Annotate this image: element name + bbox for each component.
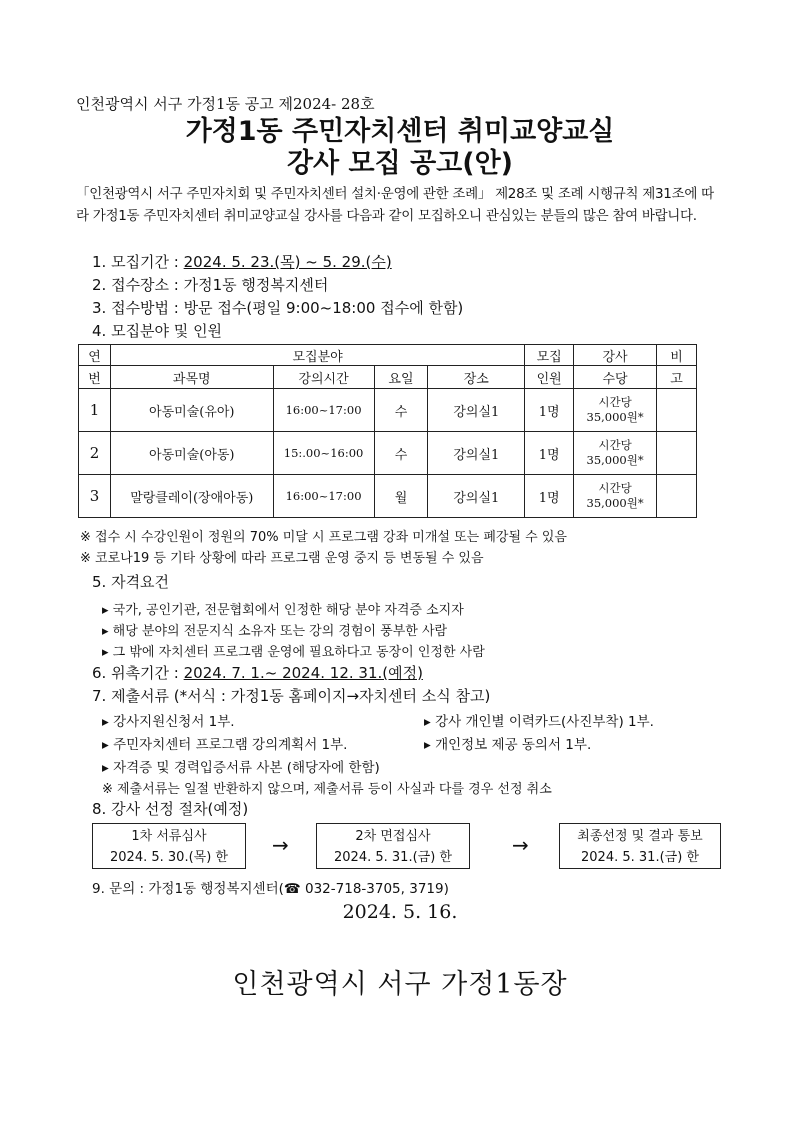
header-place: 장소 xyxy=(428,366,525,389)
recruit-table xyxy=(78,344,697,518)
step-date: 2024. 5. 31.(금) 한 xyxy=(334,850,452,865)
section-reception-place xyxy=(92,274,328,295)
step-title: 2차 면접심사 xyxy=(355,829,431,844)
header-remark-top: 비 xyxy=(657,345,697,366)
recruit-period-value: 2024. 5. 23.(목) ~ 5. 29.(수) xyxy=(183,253,392,271)
table-note: ※ 코로나19 등 기타 상황에 따라 프로그램 운영 중지 등 변동될 수 있음 xyxy=(80,551,484,566)
header-count-top: 모집 xyxy=(525,345,574,366)
cell-no: 1 xyxy=(79,389,111,432)
arrow-icon: → xyxy=(272,833,289,857)
step-document-review xyxy=(92,823,246,869)
table-row xyxy=(79,389,697,432)
section-label: 2. 접수장소 : xyxy=(92,276,184,294)
issuer-signature: 인천광역시 서구 가정1동장 xyxy=(232,969,568,1000)
cell-remark xyxy=(657,432,697,475)
header-pay-top: 강사 xyxy=(574,345,657,366)
document-item: ▸ 자격증 및 경력입증서류 사본 (해당자에 한함) xyxy=(102,760,380,776)
documents-note: ※ 제출서류는 일절 반환하지 않으며, 제출서류 등이 사실과 다를 경우 선정 취소 xyxy=(102,782,552,797)
document-item: ▸ 강사 개인별 이력카드(사진부착) 1부. xyxy=(424,714,654,730)
cell-pay xyxy=(574,475,657,518)
cell-place: 강의실1 xyxy=(428,389,525,432)
step-interview xyxy=(316,823,470,869)
step-date: 2024. 5. 31.(금) 한 xyxy=(581,850,699,865)
step-title: 최종선정 및 결과 통보 xyxy=(577,829,703,844)
cell-subject: 말랑클레이(장애아동) xyxy=(110,475,273,518)
cell-no: 2 xyxy=(79,432,111,475)
document-item: ▸ 개인정보 제공 동의서 1부. xyxy=(424,737,592,753)
cell-pay xyxy=(574,432,657,475)
qualification-item: ▸ 그 밖에 자치센터 프로그램 운영에 필요하다고 동장이 인정한 사람 xyxy=(102,645,485,660)
section-selection-process: 8. 강사 선정 절차(예정) xyxy=(92,800,249,818)
document-subtitle: 강사 모집 공고(안) xyxy=(286,148,514,179)
qualification-item: ▸ 국가, 공인기관, 전문협회에서 인정한 해당 분야 자격증 소지자 xyxy=(102,603,464,618)
cell-subject: 아동미술(아동) xyxy=(110,432,273,475)
pay-amount: 35,000원* xyxy=(586,453,644,467)
intro-paragraph: 「인천광역시 서구 주민자치회 및 주민자치센터 설치·운영에 관한 조례」 제28조 및 조례 시행규칙 제31조에 따라 가정1동 주민자치센터 취미교양교실 강사를 다음과 같이 모집하오니 관심있는 분들의 많은 참여 바랍니다. xyxy=(76,186,714,224)
header-no-bottom: 번 xyxy=(79,366,111,389)
pay-amount: 35,000원* xyxy=(586,496,644,510)
notice-number: 인천광역시 서구 가정1동 공고 제2024- 28호 xyxy=(76,95,375,113)
section-documents: 7. 제출서류 (*서식 : 가정1동 홈페이지→자치센터 소식 참고) xyxy=(92,687,491,705)
pay-unit: 시간당 xyxy=(598,481,632,495)
cell-time: 16:00~17:00 xyxy=(273,389,374,432)
step-final-selection xyxy=(559,823,721,869)
step-date: 2024. 5. 30.(목) 한 xyxy=(110,850,228,865)
cell-day: 수 xyxy=(374,389,428,432)
cell-day: 월 xyxy=(374,475,428,518)
section-label: 3. 접수방법 : xyxy=(92,299,184,317)
header-count-bottom: 인원 xyxy=(525,366,574,389)
table-header-row xyxy=(79,366,697,389)
header-time: 강의시간 xyxy=(273,366,374,389)
section-reception-method xyxy=(92,297,463,318)
cell-count: 1명 xyxy=(525,389,574,432)
section-appointment-period xyxy=(92,662,423,683)
section-label: 6. 위촉기간 : xyxy=(92,664,184,682)
cell-place: 강의실1 xyxy=(428,475,525,518)
announcement-date: 2024. 5. 16. xyxy=(342,901,458,923)
cell-place: 강의실1 xyxy=(428,432,525,475)
document-item: ▸ 주민자치센터 프로그램 강의계획서 1부. xyxy=(102,737,348,753)
pay-unit: 시간당 xyxy=(598,395,632,409)
reception-method-value: 방문 접수(평일 9:00~18:00 접수에 한함) xyxy=(183,299,464,317)
table-row xyxy=(79,475,697,518)
appointment-period-value: 2024. 7. 1.~ 2024. 12. 31.(예정) xyxy=(183,664,423,682)
pay-unit: 시간당 xyxy=(598,438,632,452)
header-no-top: 연 xyxy=(79,345,111,366)
cell-pay xyxy=(574,389,657,432)
header-field-group: 모집분야 xyxy=(110,345,524,366)
cell-remark xyxy=(657,389,697,432)
cell-time: 15:.00~16:00 xyxy=(273,432,374,475)
header-day: 요일 xyxy=(374,366,428,389)
section-recruit-period xyxy=(92,251,392,272)
section-recruit-fields: 4. 모집분야 및 인원 xyxy=(92,322,223,340)
section-label: 1. 모집기간 : xyxy=(92,253,184,271)
reception-place-value: 가정1동 행정복지센터 xyxy=(183,276,329,294)
header-pay-bottom: 수당 xyxy=(574,366,657,389)
cell-subject: 아동미술(유아) xyxy=(110,389,273,432)
header-remark-bottom: 고 xyxy=(657,366,697,389)
cell-count: 1명 xyxy=(525,432,574,475)
qualification-item: ▸ 해당 분야의 전문지식 소유자 또는 강의 경험이 풍부한 사람 xyxy=(102,624,448,639)
cell-count: 1명 xyxy=(525,475,574,518)
step-title: 1차 서류심사 xyxy=(131,829,207,844)
document-title: 가정1동 주민자치센터 취미교양교실 xyxy=(185,116,615,147)
table-row xyxy=(79,432,697,475)
cell-time: 16:00~17:00 xyxy=(273,475,374,518)
section-inquiry: 9. 문의 : 가정1동 행정복지센터(☎ 032-718-3705, 3719) xyxy=(92,881,449,897)
header-subject: 과목명 xyxy=(110,366,273,389)
pay-amount: 35,000원* xyxy=(586,410,644,424)
arrow-icon: → xyxy=(512,833,529,857)
cell-day: 수 xyxy=(374,432,428,475)
document-item: ▸ 강사지원신청서 1부. xyxy=(102,714,235,730)
cell-remark xyxy=(657,475,697,518)
cell-no: 3 xyxy=(79,475,111,518)
table-note: ※ 접수 시 수강인원이 정원의 70% 미달 시 프로그램 강좌 미개설 또는 폐강될 수 있음 xyxy=(80,530,567,545)
table-header-row xyxy=(79,345,697,366)
section-qualifications: 5. 자격요건 xyxy=(92,573,170,591)
